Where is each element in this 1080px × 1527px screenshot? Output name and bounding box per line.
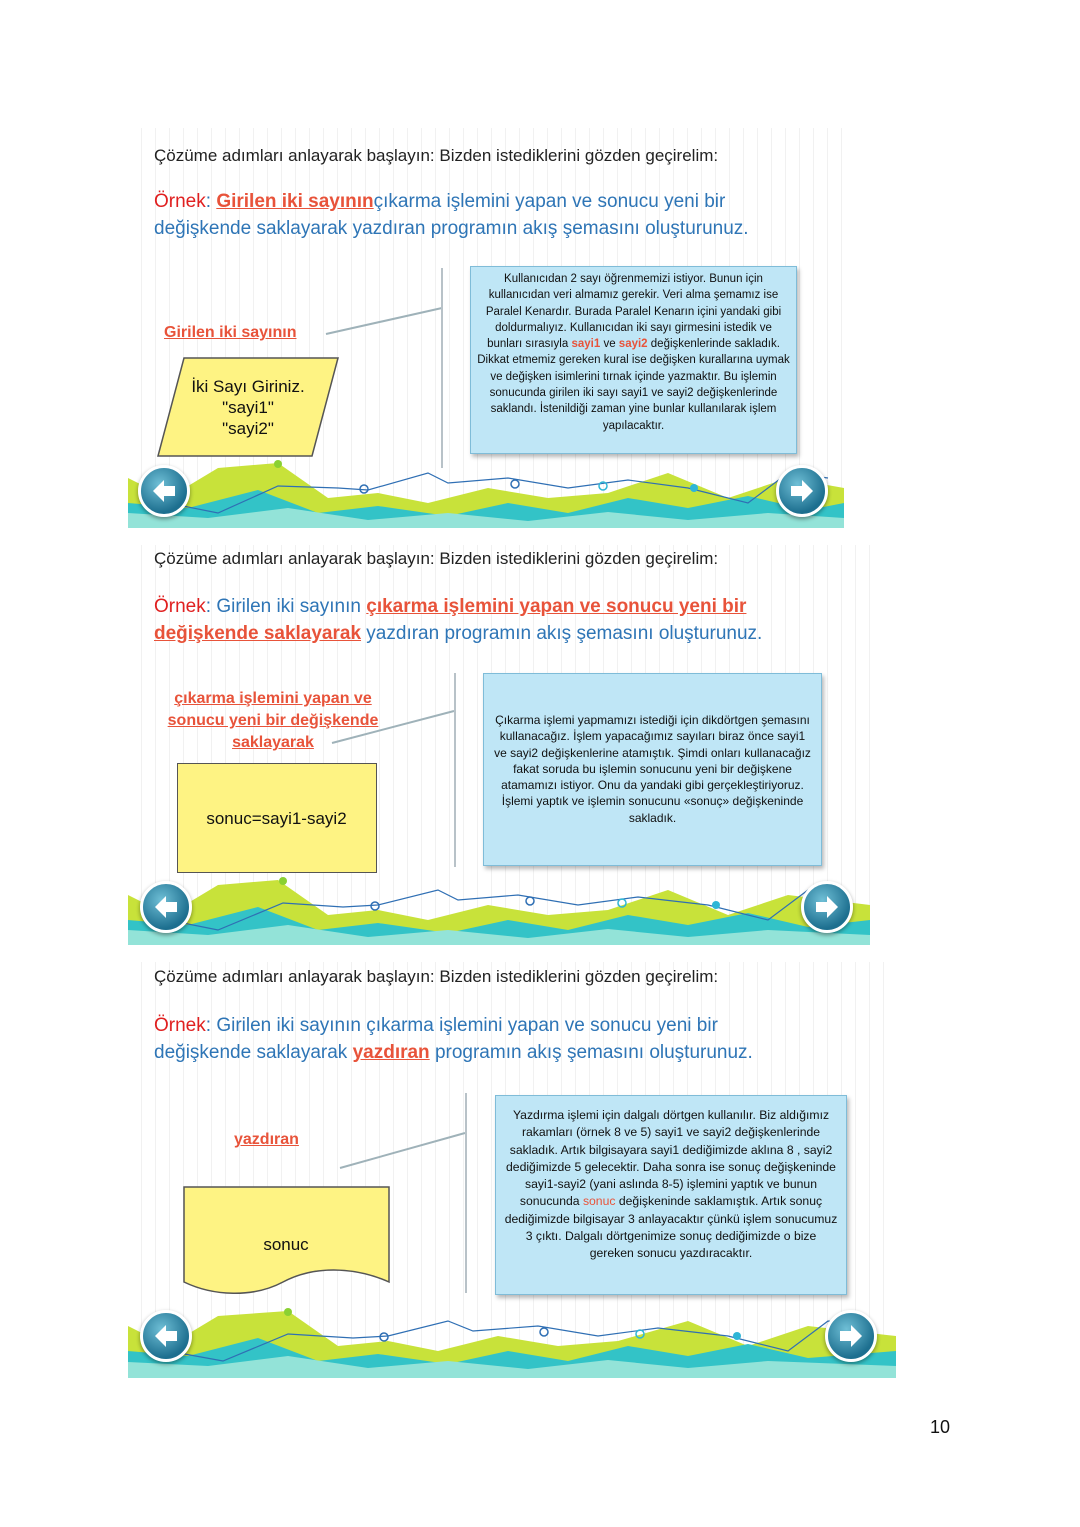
arrow-right-icon [813, 893, 841, 921]
prev-slide-button[interactable] [140, 881, 192, 933]
next-slide-button[interactable] [801, 881, 853, 933]
info-box [495, 1095, 847, 1295]
callout-label: yazdıran [234, 1131, 299, 1148]
output-shape-text: sonuc [263, 1235, 309, 1254]
info-var-sayi1: sayi1 [571, 338, 601, 351]
prev-slide-button[interactable] [140, 1310, 192, 1362]
slide-1 [128, 128, 844, 528]
example-rest: programın akış şemasını oluşturunuz. [429, 1042, 753, 1063]
slide-3 [128, 962, 896, 1378]
callout-line: çıkarma işlemini yapan ve [174, 690, 372, 707]
decorative-footer [128, 1306, 896, 1378]
slide-heading: Çözüme adımları anlayarak başlayın: Bizden istediklerini gözden geçirelim: [154, 549, 719, 568]
info-var-sonuc: sonuc [582, 1194, 616, 1209]
decorative-footer [128, 875, 870, 945]
slide-heading: Çözüme adımları anlayarak başlayın: Bizden istediklerini gözden geçirelim: [154, 146, 719, 165]
shape-line: İki Sayı Giriniz. [191, 377, 305, 396]
info-text: Yazdırma işlemi için dalgalı dörtgen kullanılır. Biz aldığımız rakamları (örnek 8 ve 5) sayi1 ve sayi2 değişkenlerinde sakladık. Artık bilgisayara sayi1 dediğimizde aklına 8 , sayi2 dediğimizde 5 gelecektir. Daha sonra ise sonuç değişkeninde sayi1-sayi2 (yani aslında 8-5) işlemini yaptık ve bunun sonucunda [506, 1108, 836, 1209]
divider-line [441, 268, 443, 468]
example-pre: Girilen iki sayının [216, 596, 367, 617]
callout-label: Girilen iki sayının [164, 324, 297, 341]
example-line1: Girilen iki sayının çıkarma işlemini yapan ve sonucu yeni bir [216, 1015, 718, 1036]
next-slide-button[interactable] [825, 1310, 877, 1362]
example-label: Örnek [154, 191, 206, 212]
process-shape-text: sonuc=sayi1-sayi2 [206, 809, 347, 828]
callout-line: sonucu yeni bir değişkende [167, 712, 379, 729]
input-shape-text [178, 376, 318, 439]
info-text: Kullanıcıdan 2 sayı öğrenmemizi istiyor. Bunun için kullanıcıdan veri almamız gerekir. Veri alma şemamız ise Paralel Kenardır. Burada Paralel Kenarın içini yandaki gibi doldurmalıyız. Kullanıcıdan iki sayı girmesini istedik ve bunları sırasıyla [485, 273, 782, 351]
example-colon: : [205, 596, 217, 617]
example-label: Örnek [154, 596, 206, 617]
arrow-left-icon [152, 893, 180, 921]
info-var-sayi2: sayi2 [618, 338, 648, 351]
example-colon: : [205, 1015, 217, 1036]
arrow-right-icon [837, 1322, 865, 1350]
example-highlight: Girilen iki sayının [216, 191, 374, 212]
decorative-footer [128, 458, 844, 528]
arrow-left-icon [150, 477, 178, 505]
arrow-right-icon [788, 477, 816, 505]
next-slide-button[interactable] [776, 465, 828, 517]
example-colon: : [205, 191, 217, 212]
divider-line [465, 1093, 467, 1293]
divider-line [454, 673, 456, 867]
page-number: 10 [930, 1417, 951, 1437]
callout-line: saklayarak [232, 734, 314, 751]
info-text: değişkeninde saklamıştık. Artık sonuç dediğimizde bilgisayar 3 anlayacaktır çünkü işlem sonucumuz 3 çıktı. Dalgalı dörtgenimize sonuç dediğimizde o bize gereken sonucu yazdıracaktır. [504, 1194, 838, 1261]
example-line2: değişkende saklayarak yazdıran programın akış şemasını oluşturunuz. [154, 218, 749, 239]
info-text: Çıkarma işlemi yapmamızı istediği için dikdörtgen şemasını kullanacağız. İşlem yapacağımız sayıları biraz önce sayi1 ve sayi2 değişkenlerine atamıştık. Şimdi onları kullanacağız fakat soruda bu işlemin sonucunu yeni bir değişkene atamamızı istiyor. Onu da yandaki gibi gerçekleştiriyoruz. İşlemi yaptık ve işlemin sonucunu «sonuç» değişkeninde sakladık. [494, 713, 811, 825]
prev-slide-button[interactable] [138, 465, 190, 517]
example-label: Örnek [154, 1015, 206, 1036]
example-rest: yazdıran programın akış şemasını oluşturunuz. [361, 623, 763, 644]
shape-line: "sayi1" [222, 398, 274, 417]
example-highlight: çıkarma işlemini yapan ve sonucu yeni bir [366, 596, 747, 617]
info-box [483, 673, 822, 866]
slide-heading: Çözüme adımları anlayarak başlayın: Bizden istediklerini gözden geçirelim: [154, 967, 719, 986]
arrow-left-icon [152, 1322, 180, 1350]
example-pre: değişkende saklayarak [154, 1042, 353, 1063]
info-box [470, 266, 797, 454]
shape-line: "sayi2" [222, 419, 274, 438]
example-rest: çıkarma işlemini yapan ve sonucu yeni bir [373, 191, 726, 212]
example-highlight: değişkende saklayarak [154, 623, 362, 644]
slide-2 [128, 545, 870, 945]
example-highlight: yazdıran [352, 1042, 430, 1063]
info-text: değişkenlerinde sakladık. Dikkat etmemiz gereken kural ise değişken kurallarına uymak ve değişken isimlerini tırnak içinde yazmaktır. Bu işlemin sonucunda girilen iki sayı sayi1 ve sayi2 değişkenlerinde saklandı. İstenildiği zaman yine bunlar kullanılarak işlem yapılacaktır. [477, 338, 790, 432]
process-rectangle-shape [177, 763, 377, 873]
info-text: ve [603, 338, 616, 351]
